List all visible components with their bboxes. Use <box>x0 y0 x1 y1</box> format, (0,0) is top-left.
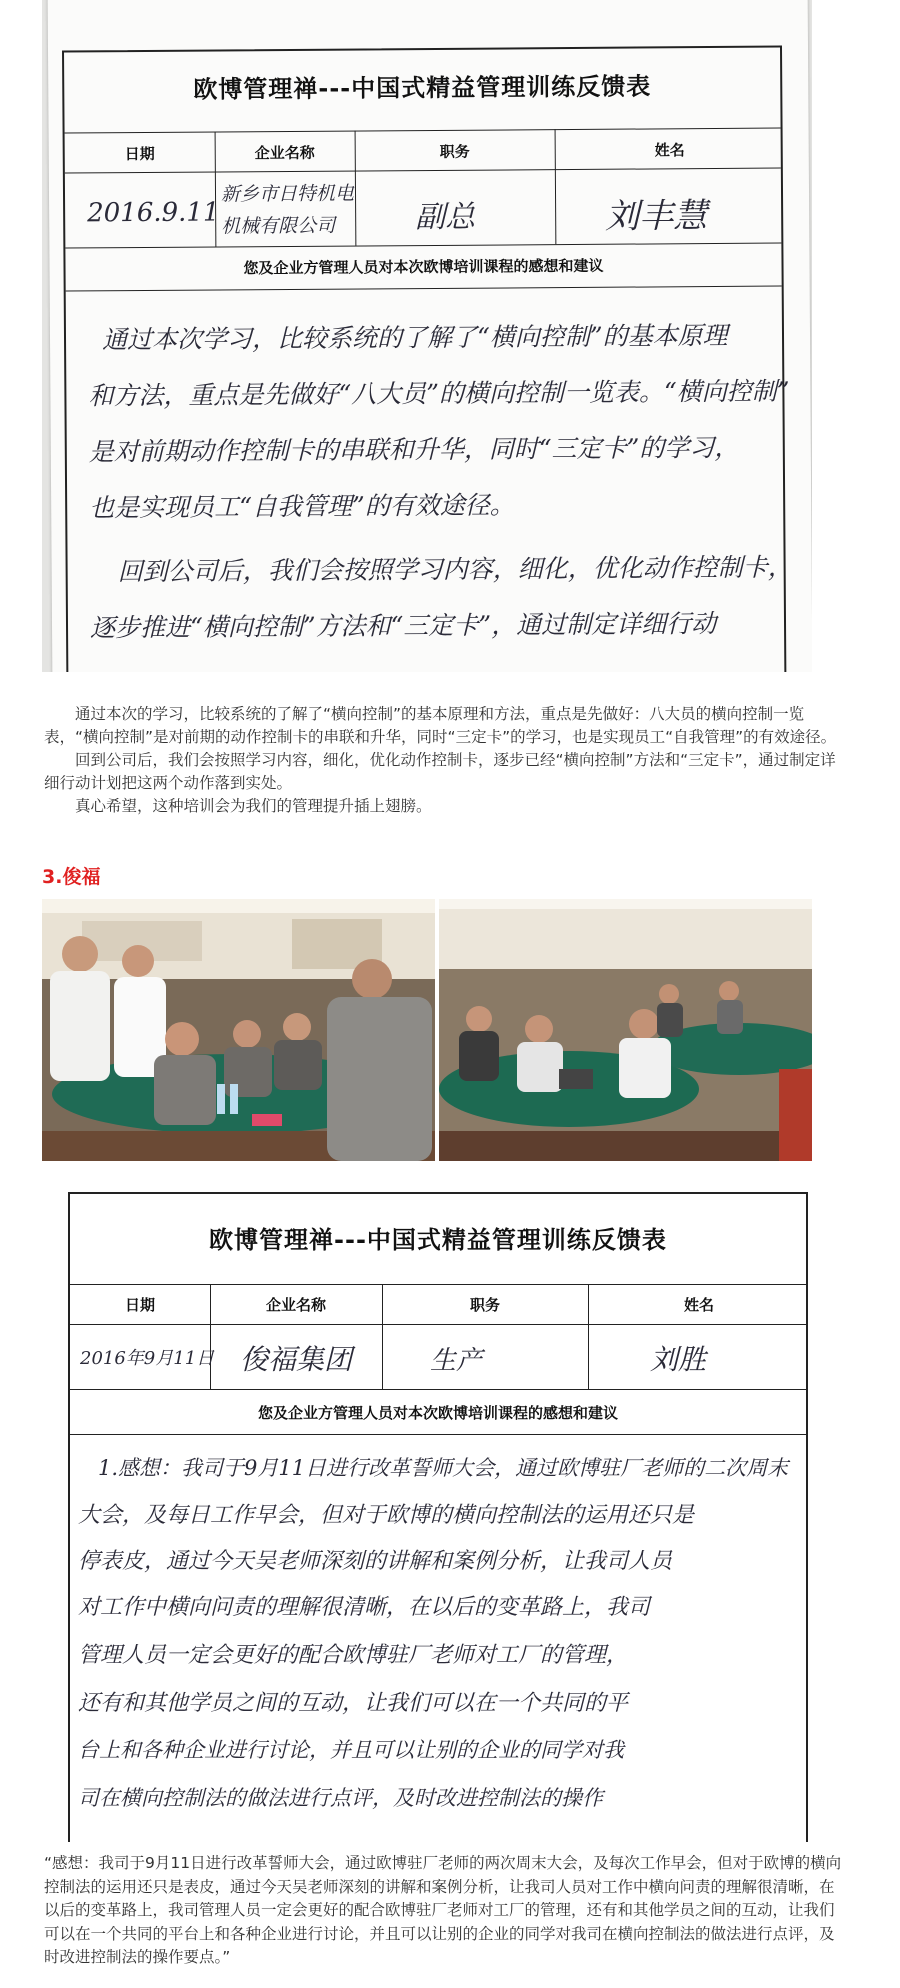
transcript-2: “感想：我司于9月11日进行改革誓师大会，通过欧博驻厂老师的两次周末大会，及每次工作早会，但对于欧博的横向控制法的运用还只是表皮，通过今天吴老师深刻的讲解和案例分析，让我司人员对工作中横向问责的理解很清晰，在以后的变革路上，我司管理人员一定会更好的配合欧博驻厂老师对工厂的管理，还有和其他学员之间的互动，让我们可以在一个共同的平台上和各种企业进行讨论，并且可以让别的企业的同学对我司在横向控制法的做法进行点评，及时改进控制法的操作要点。” <box>44 1854 842 1966</box>
section-heading: 3.俊福 <box>42 866 101 888</box>
handwriting-line: 对工作中横向问责的理解很清晰，在以后的变革路上，我司 <box>78 1595 651 1620</box>
feedback-form-photo-1 <box>42 0 812 672</box>
handwriting-line: 是对前期动作控制卡的串联和升华，同时“三定卡”的学习， <box>88 432 740 467</box>
handwriting-line: 司在横向控制法的做法进行点评，及时改进控制法的操作 <box>78 1786 603 1810</box>
header-name: 姓名 <box>654 141 685 160</box>
handwriting-line: 通过本次学习，比较系统的了解了“横向控制”的基本原理 <box>101 320 728 355</box>
feedback-prompt: 您及企业方管理人员对本次欧博培训课程的感想和建议 <box>243 256 604 278</box>
handwriting-line: 1.感想：我司于9月11日进行改革誓师大会，通过欧博驻厂老师的二次周末 <box>98 1456 789 1480</box>
handwriting-line: 回到公司后，我们会按照学习内容，细化，优化动作控制卡， <box>117 552 793 587</box>
handwritten-name: 刘胜 <box>650 1343 707 1376</box>
handwriting-line: 逐步推进“横向控制”方法和“三定卡”，通过制定详细行动 <box>89 609 717 643</box>
training-scene-right-illustration <box>439 899 812 1161</box>
training-photo-left <box>42 899 435 1161</box>
handwriting-line: 台上和各种企业进行讨论，并且可以让别的企业的同学对我 <box>78 1738 624 1762</box>
handwritten-company-line2: 机械有限公司 <box>221 214 336 238</box>
handwritten-name: 刘丰慧 <box>605 196 708 237</box>
header-position: 职务 <box>439 142 470 161</box>
handwriting-line: 管理人员一定会更好的配合欧博驻厂老师对工厂的管理， <box>78 1643 629 1668</box>
form-frame <box>62 46 793 672</box>
handwritten-date: 2016.9.11 <box>87 197 220 229</box>
handwritten-company: 俊福集团 <box>240 1343 353 1376</box>
header-company: 企业名称 <box>254 143 315 163</box>
transcript-1 <box>44 703 844 818</box>
form-title: 欧博管理禅---中国式精益管理训练反馈表 <box>209 1226 667 1254</box>
training-scene-left-illustration <box>42 899 435 1161</box>
header-date: 日期 <box>124 144 155 164</box>
header-date: 日期 <box>124 1296 155 1314</box>
handwritten-date: 2016年9月11日 <box>80 1348 215 1369</box>
form-paper <box>48 0 812 672</box>
transcript-paragraph: 通过本次的学习，比较系统的了解了“横向控制”的基本原理和方法，重点是先做好：八大员的横向控制一览表，“横向控制”是对前期的动作控制卡的串联和升华，同时“三定卡”的学习，也是实现员工“自我管理”的有效途径。 <box>44 705 837 746</box>
form-title: 欧博管理禅---中国式精益管理训练反馈表 <box>193 72 652 104</box>
handwritten-company-line1: 新乡市日特机电 <box>220 182 355 206</box>
transcript-paragraph: 真心希望，这种培训会为我们的管理提升插上翅膀。 <box>75 797 432 815</box>
handwriting-line: 还有和其他学员之间的互动，让我们可以在一个共同的平 <box>78 1691 629 1716</box>
header-name: 姓名 <box>683 1296 714 1314</box>
header-position: 职务 <box>469 1296 500 1314</box>
handwriting-line: 和方法，重点是先做好“八大员”的横向控制一览表。“横向控制” <box>88 376 790 411</box>
header-company: 企业名称 <box>265 1296 326 1314</box>
transcript-paragraph: 回到公司后，我们会按照学习内容，细化，优化动作控制卡，逐步已经“横向控制”方法和“三定卡”，通过制定详细行动计划把这两个动作落到实处。 <box>44 751 836 792</box>
handwritten-position: 生产 <box>430 1346 483 1376</box>
training-photo-right <box>439 899 812 1161</box>
feedback-form-photo-2 <box>42 1170 812 1842</box>
handwriting-line: 大会，及每日工作早会，但对于欧博的横向控制法的运用还只是 <box>78 1503 695 1528</box>
handwriting-line: 也是实现员工“自我管理”的有效途径。 <box>89 490 515 523</box>
handwritten-position: 副总 <box>415 199 476 236</box>
feedback-prompt: 您及企业方管理人员对本次欧博培训课程的感想和建议 <box>257 1404 618 1422</box>
handwriting-line: 停表皮，通过今天吴老师深刻的讲解和案例分析，让我司人员 <box>78 1549 673 1574</box>
form-frame <box>68 1192 808 1842</box>
